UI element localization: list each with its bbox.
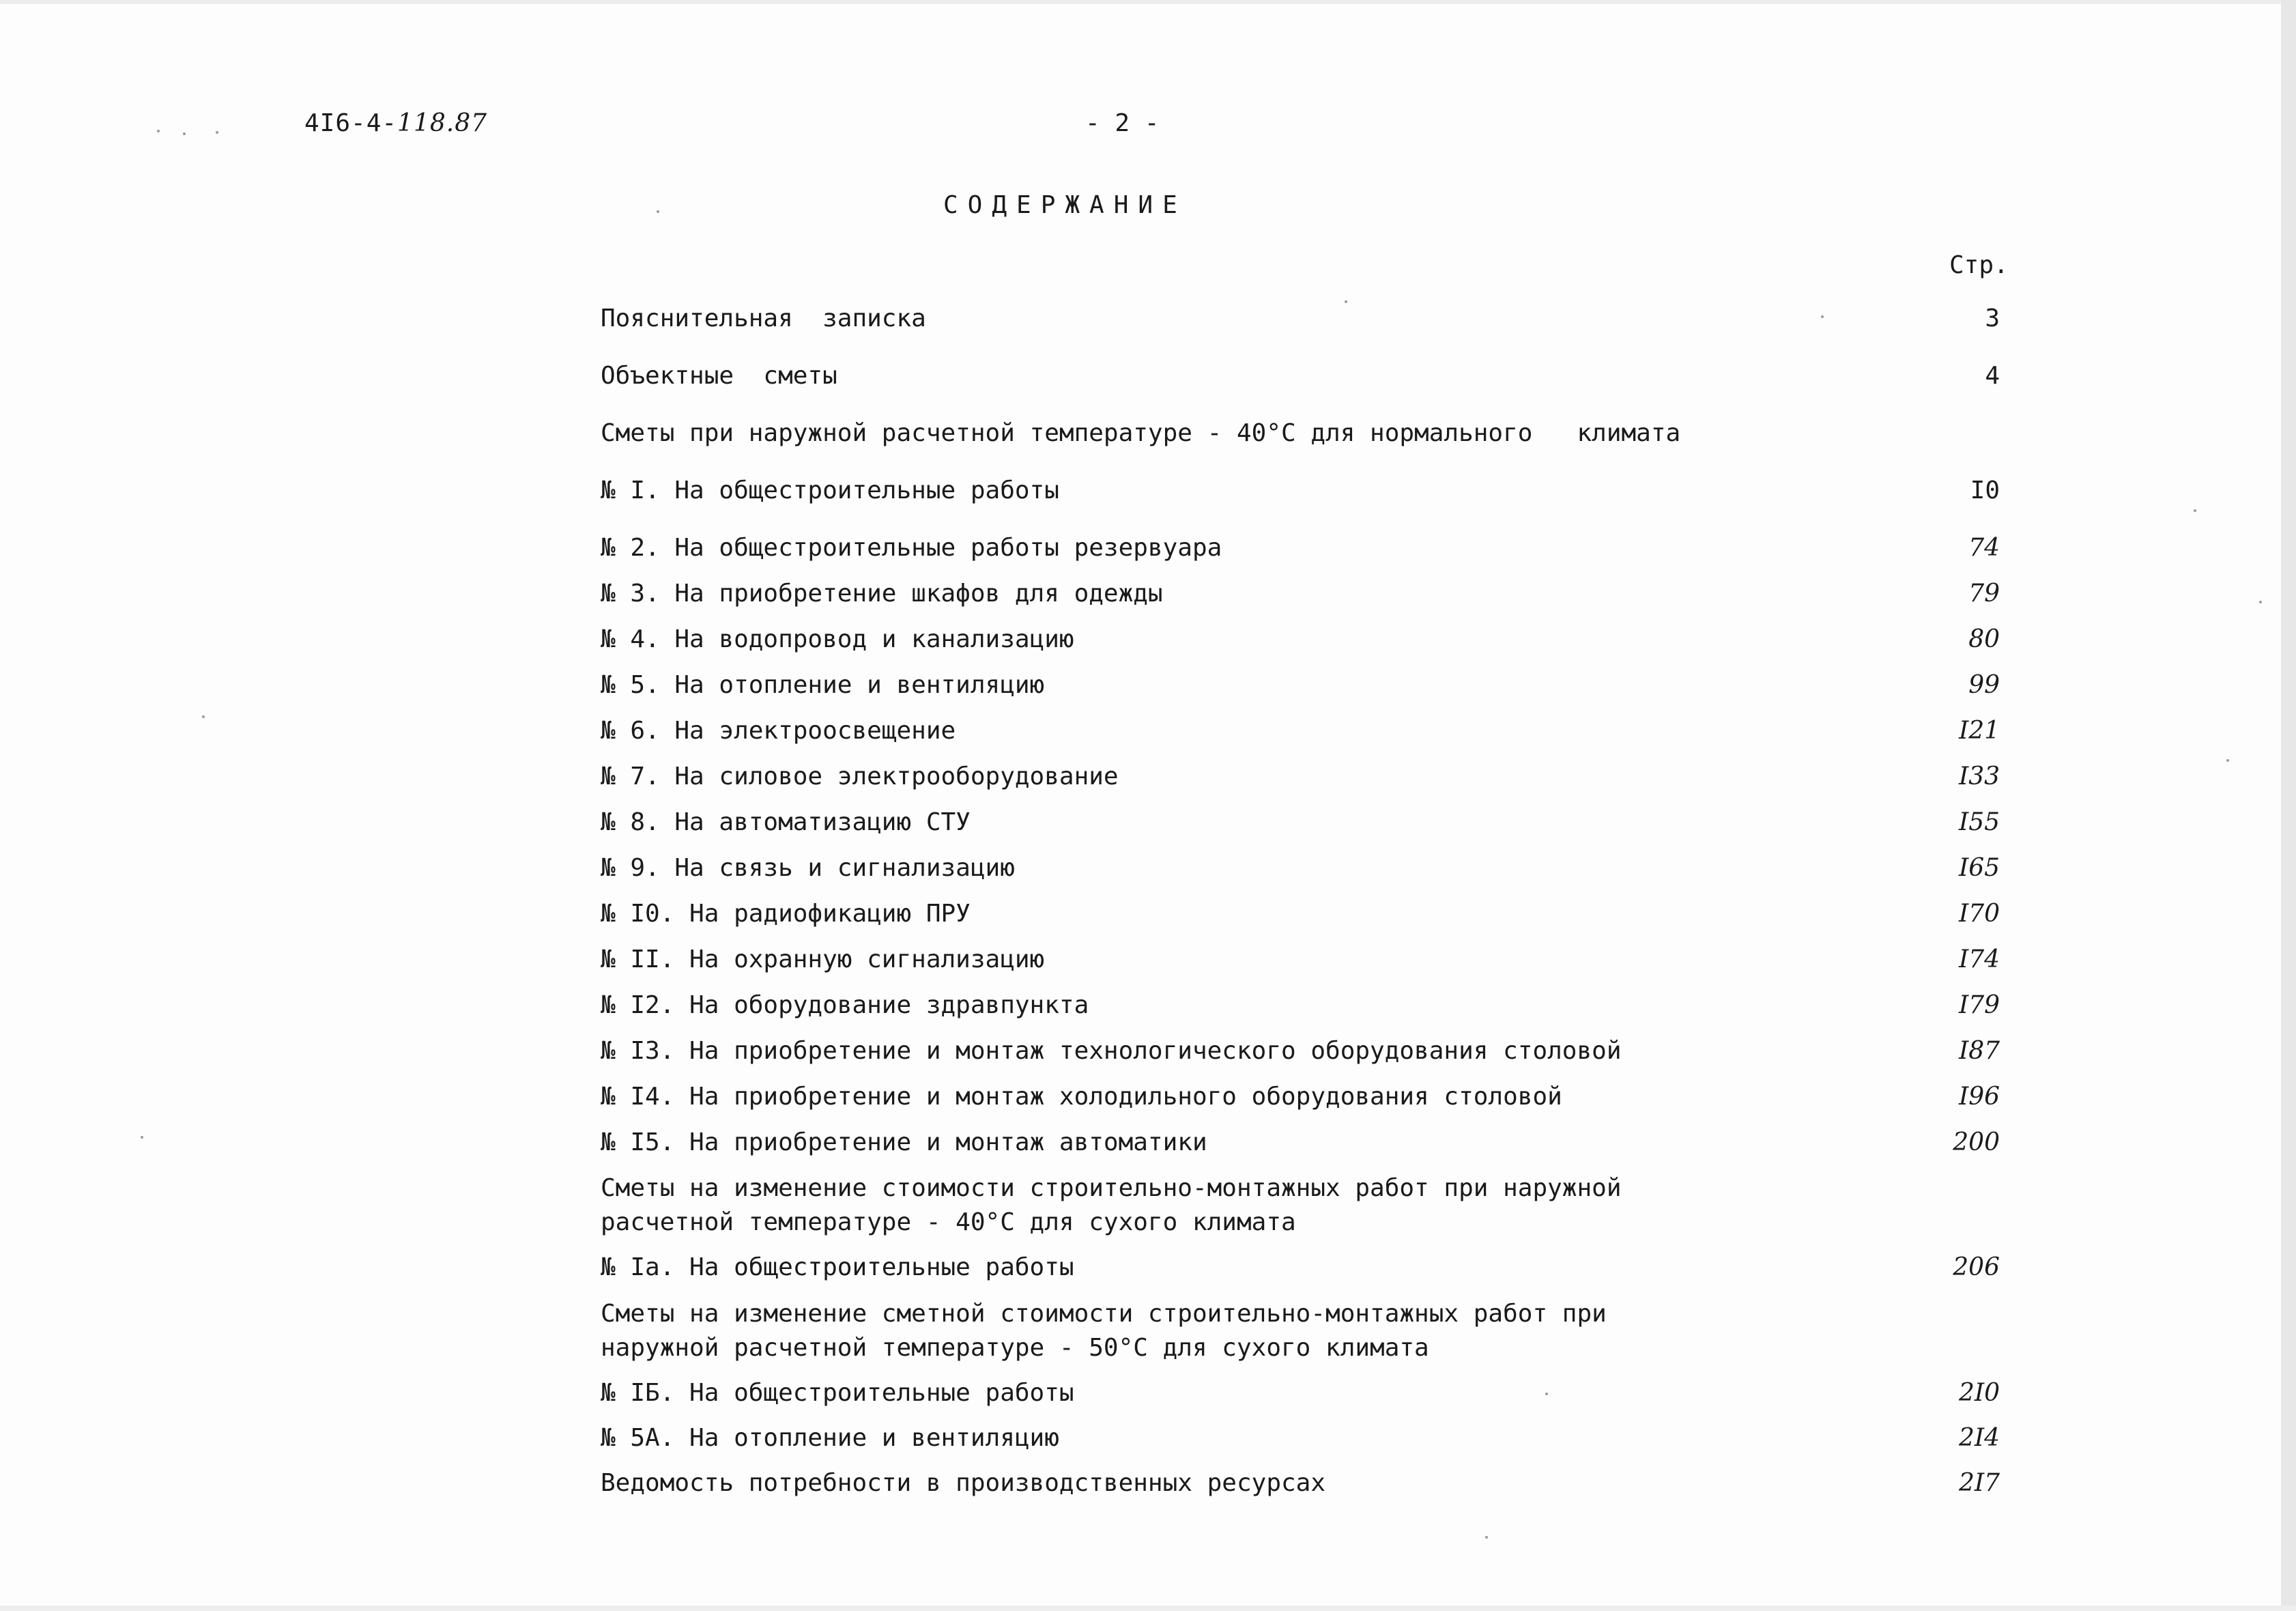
toc-section-heading: расчетной температуре - 40°С для сухого климата xyxy=(601,1208,1296,1236)
toc-entry-page: I74 xyxy=(1958,945,2000,973)
scan-speck xyxy=(2226,759,2229,762)
toc-entry-label: № I0. На радиофикацию ПРУ xyxy=(601,900,971,928)
toc-entry-page: I96 xyxy=(1958,1083,2000,1111)
toc-entry-label: № II. На охранную сигнализацию xyxy=(601,945,1045,973)
toc-entry-label: № 8. На автоматизацию СТУ xyxy=(601,808,971,836)
scan-speck xyxy=(183,132,186,135)
toc-entry-label: № I2. На оборудование здравпункта xyxy=(601,991,1089,1019)
scan-edge-right xyxy=(2281,0,2296,1611)
page-number: - 2 - xyxy=(1085,109,1160,137)
scan-speck xyxy=(157,130,160,132)
toc-entry-page: 3 xyxy=(1985,304,2000,332)
toc-entry-label: Объектные сметы xyxy=(601,362,837,390)
document-code xyxy=(304,109,487,137)
scan-speck xyxy=(2194,509,2196,512)
toc-entry-page: 200 xyxy=(1953,1128,2000,1156)
toc-entry-label: Пояснительная записка xyxy=(601,304,926,332)
toc-entry-page: I21 xyxy=(1958,717,2000,745)
toc-entry-page: I33 xyxy=(1958,762,2000,790)
scan-speck xyxy=(2259,601,2262,603)
toc-entry-label: № I5. На приобретение и монтаж автоматики xyxy=(601,1128,1207,1156)
toc-entry-page: I70 xyxy=(1958,900,2000,928)
toc-entry-label: № 9. На связь и сигнализацию xyxy=(601,854,1015,882)
scan-edge-top xyxy=(0,0,2296,4)
toc-entry-page: I65 xyxy=(1958,854,2000,882)
document-code-printed: 4I6-4- xyxy=(304,109,398,137)
toc-entry-page: 74 xyxy=(1968,534,2000,562)
toc-section-heading: Сметы на изменение стоимости строительно-монтажных работ при наружной xyxy=(601,1174,1622,1202)
scan-speck xyxy=(216,131,218,134)
scan-speck xyxy=(141,1136,143,1139)
scan-speck xyxy=(657,210,659,213)
toc-entry-page: I0 xyxy=(1970,476,2000,504)
toc-entry-page: 2I4 xyxy=(1958,1424,2000,1452)
toc-section-heading: Сметы на изменение сметной стоимости строительно-монтажных работ при xyxy=(601,1300,1607,1328)
toc-entry-label: № 7. На силовое электрооборудование xyxy=(601,762,1119,790)
toc-entry-page: 79 xyxy=(1968,580,2000,608)
toc-entry-label: № I. На общестроительные работы xyxy=(601,476,1059,504)
scan-edge-bottom xyxy=(0,1606,2296,1611)
toc-section-heading: Сметы при наружной расчетной температуре - 40°С для нормального климата xyxy=(601,419,1681,447)
toc-entry-label: Ведомость потребности в производственных ресурсах xyxy=(601,1469,1326,1497)
toc-entry-page: 80 xyxy=(1968,625,2000,653)
toc-entry-label: № 4. На водопровод и канализацию xyxy=(601,625,1074,653)
scan-speck xyxy=(202,715,205,718)
toc-entry-page: I79 xyxy=(1958,991,2000,1019)
toc-entry-page: 2I7 xyxy=(1958,1469,2000,1497)
toc-entry-label: № IБ. На общестроительные работы xyxy=(601,1379,1074,1407)
scan-speck xyxy=(1485,1536,1488,1539)
toc-entry-page: 2I0 xyxy=(1958,1379,2000,1407)
contents-title: СОДЕРЖАНИЕ xyxy=(943,191,1187,219)
page-column-header: Стр. xyxy=(1949,251,2009,279)
toc-entry-label: № 2. На общестроительные работы резервуара xyxy=(601,534,1222,562)
toc-entry-page: I87 xyxy=(1958,1037,2000,1065)
toc-entry-page: I55 xyxy=(1958,808,2000,836)
toc-entry-label: № I3. На приобретение и монтаж технологического оборудования столовой xyxy=(601,1037,1622,1065)
toc-entry-label: № Iа. На общестроительные работы xyxy=(601,1253,1074,1281)
toc-entry-label: № 5. На отопление и вентиляцию xyxy=(601,671,1045,699)
toc-entry-label: № 6. На электроосвещение xyxy=(601,717,956,745)
toc-entry-page: 99 xyxy=(1968,671,2000,699)
toc-entry-page: 4 xyxy=(1985,362,2000,390)
toc-entry-page: 206 xyxy=(1953,1253,2000,1281)
toc-entry-label: № 3. На приобретение шкафов для одежды xyxy=(601,580,1163,608)
toc-entry-label: № 5А. На отопление и вентиляцию xyxy=(601,1424,1059,1452)
toc-entry-label: № I4. На приобретение и монтаж холодильного оборудования столовой xyxy=(601,1083,1562,1111)
toc-section-heading: наружной расчетной температуре - 50°С для сухого климата xyxy=(601,1334,1429,1362)
document-code-handwritten: 118.87 xyxy=(397,109,488,137)
